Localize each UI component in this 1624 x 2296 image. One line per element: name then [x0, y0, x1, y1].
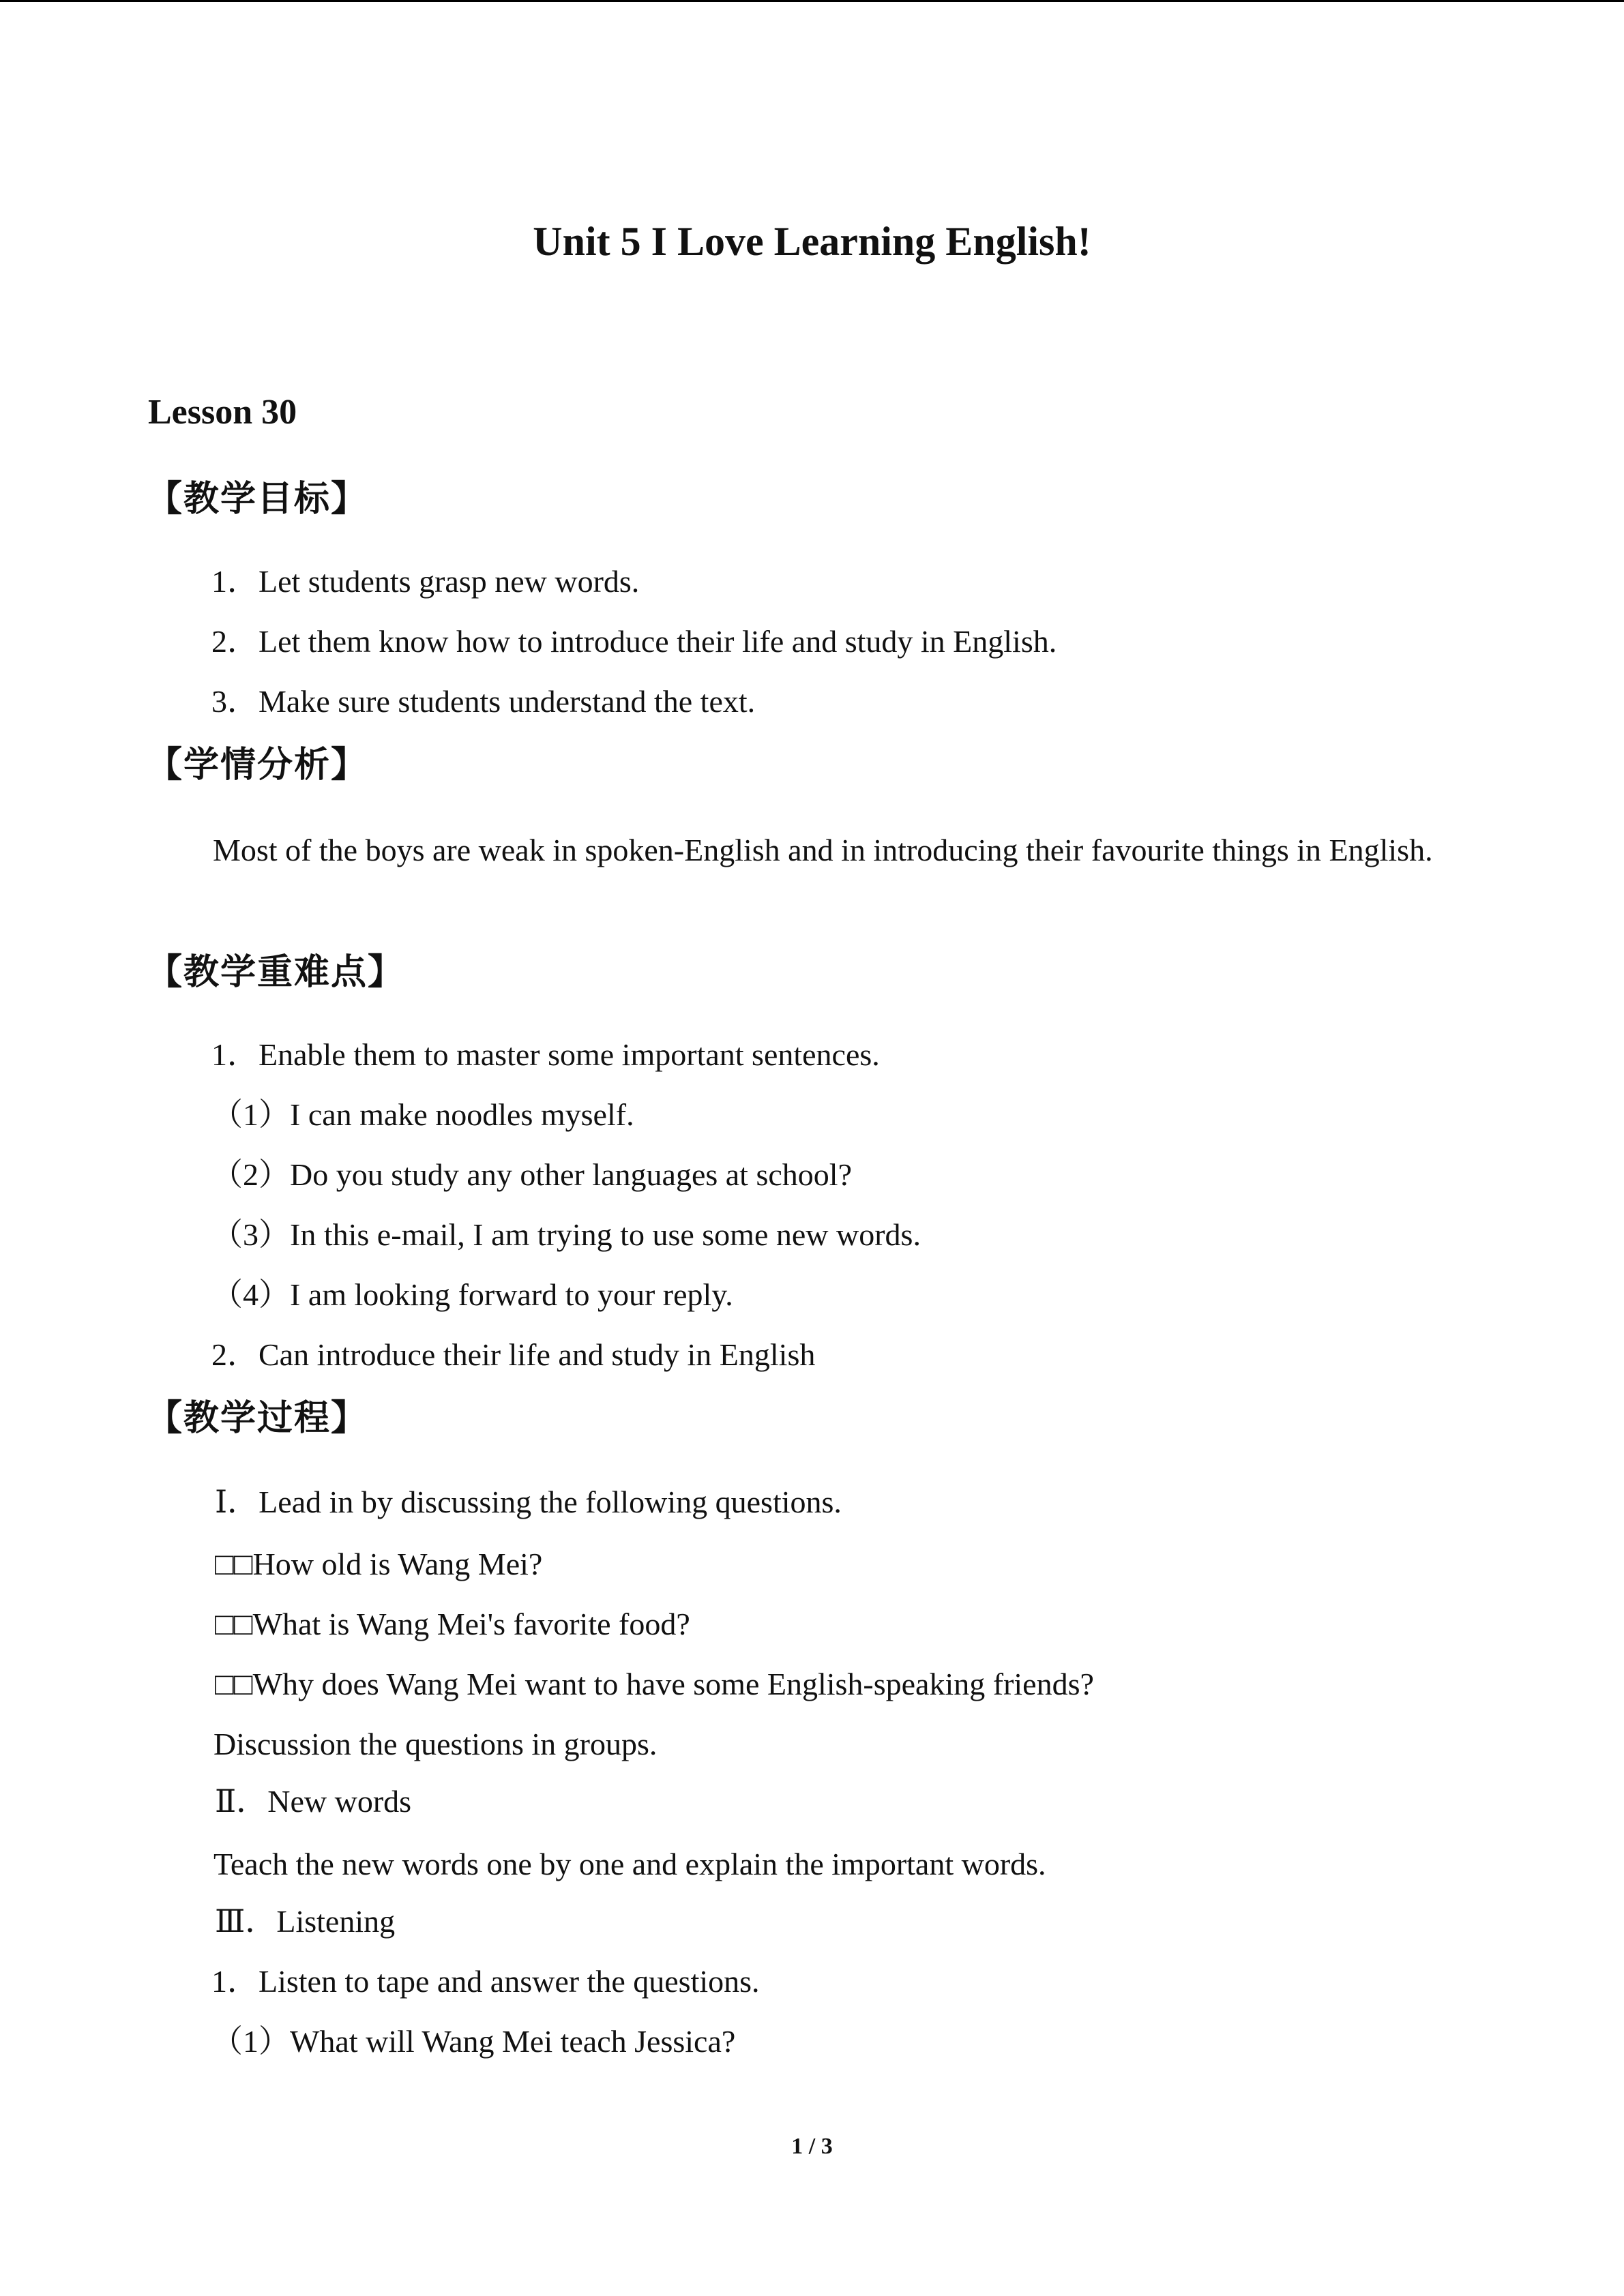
question-marker-3: □□ [215, 1667, 253, 1701]
question-text-2: What is Wang Mei's favorite food? [252, 1607, 690, 1641]
key-sentence-1 [211, 1095, 634, 1135]
key-sentence-text-1: I can make noodles myself. [290, 1097, 634, 1132]
page-number [0, 2132, 1624, 2162]
question-text-3: Why does Wang Mei want to have some English-speaking friends? [252, 1667, 1094, 1701]
process-step-1 [215, 1482, 842, 1522]
key-sentence-3 [211, 1215, 921, 1255]
analysis-paragraph: Most of the boys are weak in spoken-English and in introducing their favourite things in English. [213, 833, 1433, 867]
key-point-text-1: Enable them to master some important sentences. [259, 1037, 880, 1072]
objective-text-3: Make sure students understand the text. [259, 684, 756, 719]
process-step-num-1: Ⅰ． [215, 1485, 259, 1519]
question-marker-2: □□ [215, 1607, 253, 1641]
objective-text-2: Let them know how to introduce their life and study in English. [259, 624, 1057, 659]
key-sentence-text-2: Do you study any other languages at school? [290, 1157, 852, 1192]
discussion-instruction: Discussion the questions in groups. [213, 1727, 658, 1761]
key-point-num-2: 2． [211, 1337, 259, 1372]
objective-item-1 [211, 562, 639, 601]
key-sentence-num-4: （4） [211, 1277, 290, 1312]
listening-question-num-1: （1） [211, 2024, 290, 2059]
discussion-question-3 [215, 1665, 1094, 1704]
process-step-num-3: Ⅲ． [215, 1904, 277, 1939]
listening-question-text-1: What will Wang Mei teach Jessica? [290, 2024, 736, 2059]
objective-item-2 [211, 622, 1057, 661]
objective-text-1: Let students grasp new words. [259, 564, 640, 599]
key-sentence-text-3: In this e-mail, I am trying to use some new words. [290, 1217, 921, 1252]
document-title: Unit 5 I Love Learning English! [533, 219, 1091, 264]
objective-item-3 [211, 682, 755, 721]
objective-num-2: 2． [211, 624, 259, 659]
analysis-heading: 【学情分析】 [147, 745, 368, 786]
process-step-text-1: Lead in by discussing the following questions. [259, 1485, 842, 1519]
page-top-border [0, 0, 1624, 2]
listening-text-1: Listen to tape and answer the questions. [259, 1964, 760, 1999]
page-current: 1 [791, 2134, 803, 2159]
process-step-3 [215, 1902, 395, 1941]
listening-num-1: 1． [211, 1964, 259, 1999]
teach-instruction: Teach the new words one by one and explain the important words. [213, 1847, 1046, 1881]
process-heading: 【教学过程】 [147, 1398, 368, 1439]
objectives-heading: 【教学目标】 [147, 479, 368, 520]
key-sentence-num-3: （3） [211, 1217, 290, 1252]
key-sentence-2 [211, 1155, 852, 1195]
key-point-item-1 [211, 1035, 880, 1075]
process-step-num-2: Ⅱ． [215, 1784, 268, 1819]
question-text-1: How old is Wang Mei? [252, 1547, 543, 1581]
key-point-num-1: 1． [211, 1037, 259, 1072]
listening-question-1 [211, 2022, 735, 2061]
process-step-text-2: New words [267, 1784, 412, 1819]
page-separator: / [803, 2134, 821, 2159]
objective-num-3: 3． [211, 684, 259, 719]
key-sentence-num-1: （1） [211, 1097, 290, 1132]
process-step-2 [215, 1782, 411, 1821]
objective-num-1: 1． [211, 564, 259, 599]
key-point-text-2: Can introduce their life and study in English [259, 1337, 816, 1372]
question-marker-1: □□ [215, 1547, 253, 1581]
key-sentence-text-4: I am looking forward to your reply. [290, 1277, 733, 1312]
key-sentence-num-2: （2） [211, 1157, 290, 1192]
process-step-text-3: Listening [276, 1904, 396, 1939]
discussion-question-2 [215, 1605, 690, 1644]
discussion-question-1 [215, 1545, 542, 1584]
page-total: 3 [821, 2134, 833, 2159]
key-points-heading: 【教学重难点】 [147, 952, 405, 993]
listening-item-1 [211, 1962, 760, 2001]
key-sentence-4 [211, 1275, 733, 1315]
key-point-item-2 [211, 1335, 815, 1375]
lesson-title: Lesson 30 [148, 393, 297, 432]
